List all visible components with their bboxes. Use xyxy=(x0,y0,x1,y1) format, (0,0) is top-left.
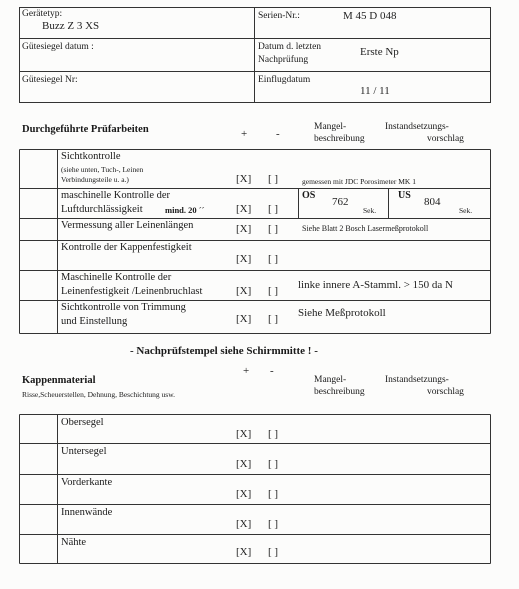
serial-label: Serien-Nr.: xyxy=(258,11,300,21)
row-air-permeability-plus-checkbox[interactable]: [X] xyxy=(236,203,252,215)
row-line-strength-label2: Leinenfestigkeit /Leinenbruchlast xyxy=(61,286,203,297)
row-line-lengths-minus-checkbox[interactable]: [ ] xyxy=(268,223,279,235)
row-trim-note: Siehe Meßprotokoll xyxy=(298,307,386,319)
section1-repair-line2: vorschlag xyxy=(427,134,464,144)
device-type-label: Gerätetyp: xyxy=(22,9,63,19)
row-line-lengths-label: Vermessung aller Leinenlängen xyxy=(61,220,194,231)
row-air-permeability-minus-checkbox[interactable]: [ ] xyxy=(268,203,279,215)
row-trim-plus-checkbox[interactable]: [X] xyxy=(236,313,252,325)
row-canopy-strength-plus-checkbox[interactable]: [X] xyxy=(236,253,252,265)
material-row-upper-sail-label: Obersegel xyxy=(61,417,104,428)
row-line-strength-plus-checkbox[interactable]: [X] xyxy=(236,285,252,297)
device-type-value: Buzz Z 3 XS xyxy=(42,20,100,32)
first-flight-value: 11 / 11 xyxy=(360,85,390,97)
last-check-value: Erste Np xyxy=(360,46,399,58)
section2-subtitle: Risse,Scheuerstellen, Dehnung, Beschichtung usw. xyxy=(22,390,176,399)
us-label: US xyxy=(398,190,411,201)
row-canopy-strength-label: Kontrolle der Kappenfestigkeit xyxy=(61,242,192,253)
row-visual-check-label: Sichtkontrolle xyxy=(61,151,121,162)
row-trim-minus-checkbox[interactable]: [ ] xyxy=(268,313,279,325)
material-row-seams-plus-checkbox[interactable]: [X] xyxy=(236,546,252,558)
section1-defect-line2: beschreibung xyxy=(314,134,365,144)
os-label: OS xyxy=(302,190,316,201)
us-unit: Sek. xyxy=(459,206,473,215)
section1-title: Durchgeführte Prüfarbeiten xyxy=(22,124,149,135)
last-check-label-line2: Nachprüfung xyxy=(258,55,309,65)
row-air-permeability-label2: Luftdurchlässigkeit xyxy=(61,204,143,215)
serial-value: M 45 D 048 xyxy=(343,10,397,22)
row-visual-check-sub2: Verbindungsteile u. a.) xyxy=(61,175,129,184)
us-value: 804 xyxy=(424,196,441,208)
material-row-lower-sail-minus-checkbox[interactable]: [ ] xyxy=(268,458,279,470)
material-row-inner-walls-plus-checkbox[interactable]: [X] xyxy=(236,518,252,530)
row-visual-check-sub1: (siehe unten, Tuch-, Leinen xyxy=(61,165,144,174)
last-check-label-line1: Datum d. letzten xyxy=(258,42,322,52)
material-row-seams-label: Nähte xyxy=(61,537,87,548)
row-line-strength-minus-checkbox[interactable]: [ ] xyxy=(268,285,279,297)
row-canopy-strength-minus-checkbox[interactable]: [ ] xyxy=(268,253,279,265)
section2-defect-line1: Mangel- xyxy=(314,375,347,385)
row-visual-check-plus-checkbox[interactable]: [X] xyxy=(236,173,252,185)
section2-title: Kappenmaterial xyxy=(22,375,96,386)
row-air-permeability-min: mind. 20 ´´ xyxy=(165,205,205,215)
section1-plus-header: + xyxy=(241,128,248,140)
material-row-leading-edge-label: Vorderkante xyxy=(61,477,113,488)
first-flight-label: Einflugdatum xyxy=(258,75,311,85)
stamp-note: - Nachprüfstempel siehe Schirmmitte ! - xyxy=(130,345,318,357)
material-row-lower-sail-plus-checkbox[interactable]: [X] xyxy=(236,458,252,470)
row-trim-label2: und Einstellung xyxy=(61,316,128,327)
section2-defect-line2: beschreibung xyxy=(314,387,365,397)
material-row-inner-walls-minus-checkbox[interactable]: [ ] xyxy=(268,518,279,530)
row-line-lengths-plus-checkbox[interactable]: [X] xyxy=(236,223,252,235)
seal-nr-label: Gütesiegel Nr: xyxy=(22,75,78,85)
material-row-inner-walls-label: Innenwände xyxy=(61,507,113,518)
seal-date-label: Gütesiegel datum : xyxy=(22,42,94,52)
material-row-lower-sail-label: Untersegel xyxy=(61,446,107,457)
row-air-permeability-label1: maschinelle Kontrolle der xyxy=(61,190,171,201)
material-row-upper-sail-minus-checkbox[interactable]: [ ] xyxy=(268,428,279,440)
section2-minus-header: - xyxy=(270,365,274,377)
material-row-seams-minus-checkbox[interactable]: [ ] xyxy=(268,546,279,558)
row-line-strength-note: linke innere A-Stamml. > 150 da N xyxy=(298,279,453,291)
row-line-lengths-note: Siehe Blatt 2 Bosch Lasermeßprotokoll xyxy=(302,224,429,233)
section1-minus-header: - xyxy=(276,128,280,140)
section1-repair-line1: Instandsetzungs- xyxy=(385,122,449,132)
section2-plus-header: + xyxy=(243,365,250,377)
row-visual-check-note: gemessen mit JDC Porosimeter MK 1 xyxy=(302,177,416,186)
material-row-leading-edge-plus-checkbox[interactable]: [X] xyxy=(236,488,252,500)
row-trim-label1: Sichtkontrolle von Trimmung xyxy=(61,302,186,313)
section2-repair-line1: Instandsetzungs- xyxy=(385,375,449,385)
os-unit: Sek. xyxy=(363,206,377,215)
material-row-upper-sail-plus-checkbox[interactable]: [X] xyxy=(236,428,252,440)
os-value: 762 xyxy=(332,196,349,208)
section2-repair-line2: vorschlag xyxy=(427,387,464,397)
row-visual-check-minus-checkbox[interactable]: [ ] xyxy=(268,173,279,185)
material-row-leading-edge-minus-checkbox[interactable]: [ ] xyxy=(268,488,279,500)
section1-defect-line1: Mangel- xyxy=(314,122,347,132)
row-line-strength-label1: Maschinelle Kontrolle der xyxy=(61,272,172,283)
